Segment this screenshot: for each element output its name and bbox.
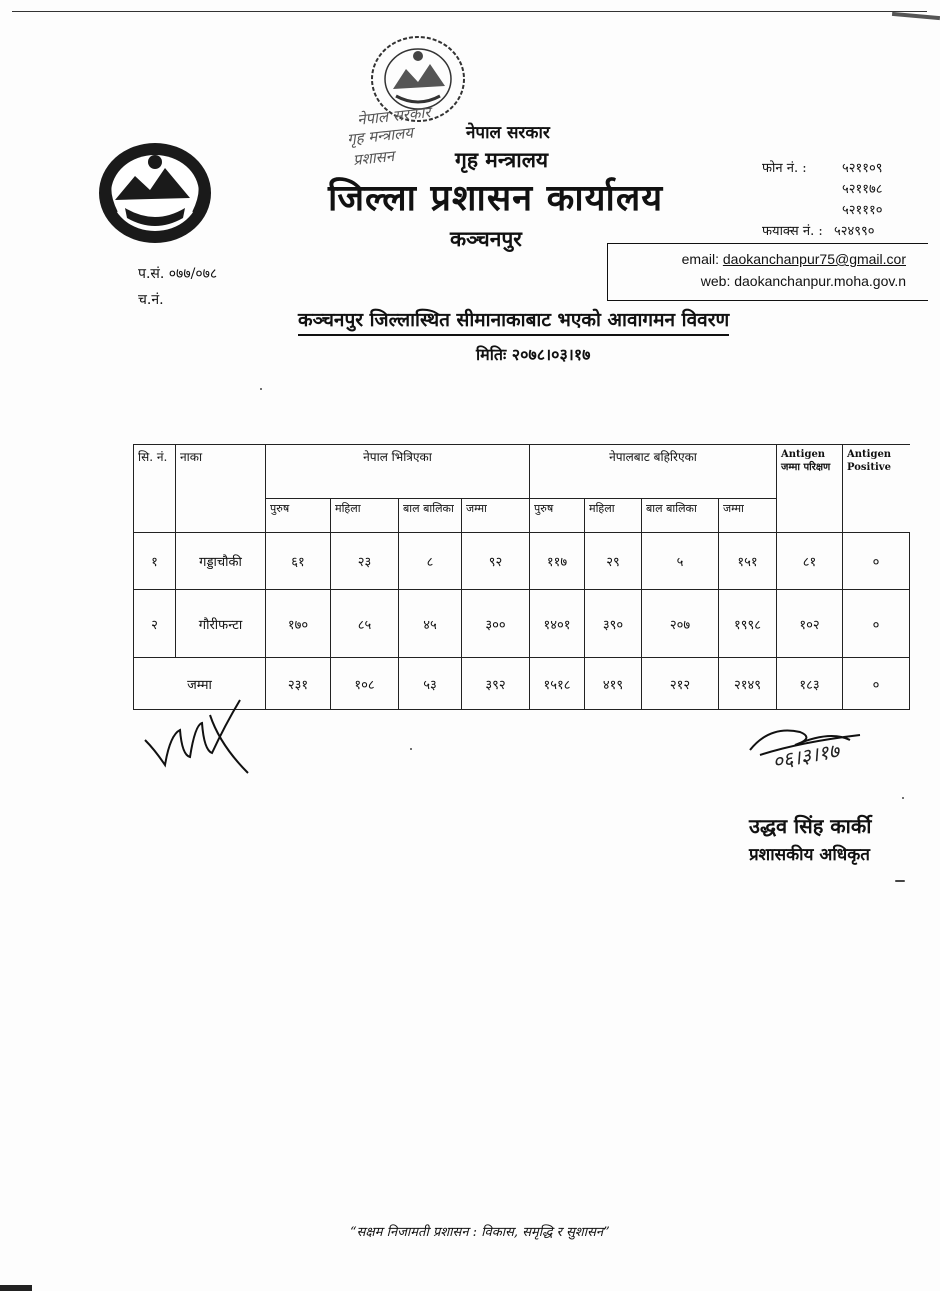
header-sn: सि. नं. (134, 445, 176, 533)
header-in-total: जम्मा (462, 499, 530, 533)
cell-total-in-child: ५३ (399, 658, 462, 710)
document-title: कञ्चनपुर जिल्लास्थित सीमानाकाबाट भएको आवागमन विवरण (298, 306, 729, 336)
email-line (682, 251, 906, 267)
cell-in-female: २३ (331, 533, 399, 590)
scan-speck (260, 388, 262, 390)
scan-edge-line (12, 11, 927, 12)
footer-motto: “सक्षम निजामती प्रशासन : विकास, समृद्धि र सुशासन” (350, 1225, 610, 1240)
phone-number-3: ५२१११० (842, 203, 883, 218)
header-exited-nepal: नेपालबाट बहिरिएका (530, 445, 777, 499)
cell-total-antigen-tested: १८३ (777, 658, 843, 710)
cell-out-child: २०७ (642, 590, 719, 658)
cell-antigen-tested: १०२ (777, 590, 843, 658)
cell-out-female: २९ (585, 533, 642, 590)
phone-number-2: ५२११७८ (842, 182, 883, 197)
cell-antigen-positive: ० (843, 533, 910, 590)
cell-out-total: १९९८ (719, 590, 777, 658)
cell-in-total: ९२ (462, 533, 530, 590)
cell-total-out-male: १५१८ (530, 658, 585, 710)
cell-naka: गौरीफन्टा (176, 590, 266, 658)
cell-out-female: ३९० (585, 590, 642, 658)
cell-total-out-total: २१४९ (719, 658, 777, 710)
header-out-female: महिला (585, 499, 642, 533)
cell-out-total: १५१ (719, 533, 777, 590)
border-movement-table (133, 444, 910, 710)
fax-label: फयाक्स नं. : (762, 224, 823, 239)
table-header-row (134, 445, 910, 499)
date-value: २०७८।०३।१७ (511, 345, 591, 364)
officer-name: उद्धव सिंह कार्की (749, 814, 872, 838)
scan-corner-mark (892, 12, 940, 20)
web-line (701, 273, 906, 289)
cell-total-in-total: ३९२ (462, 658, 530, 710)
header-out-male: पुरुष (530, 499, 585, 533)
contact-block (762, 158, 883, 242)
cell-total-in-female: १०८ (331, 658, 399, 710)
header-antigen-positive: Antigen Positive (843, 445, 910, 533)
email-web-box (607, 243, 928, 301)
header-naka: नाका (176, 445, 266, 533)
cell-out-child: ५ (642, 533, 719, 590)
initials-signature-left (140, 695, 260, 784)
ministry-name: गृह मन्त्रालय (455, 147, 549, 172)
phone-number-1: ५२११०९ (842, 161, 883, 176)
email-link[interactable]: daokanchanpur75@gmail.cor (722, 251, 906, 267)
government-name: नेपाल सरकार (466, 123, 550, 143)
scan-speck (895, 880, 905, 882)
scan-speck (902, 797, 904, 799)
cell-antigen-positive: ० (843, 590, 910, 658)
cell-in-male: ६१ (266, 533, 331, 590)
cell-sn: २ (134, 590, 176, 658)
cell-total-antigen-positive: ० (843, 658, 910, 710)
cell-total-label: जम्मा (134, 658, 266, 710)
scan-speck (410, 748, 412, 750)
fax-number: ५२४९९० (834, 224, 875, 239)
cell-in-female: ८५ (331, 590, 399, 658)
header-out-child: बाल बालिका (642, 499, 719, 533)
cell-total-out-female: ४१९ (585, 658, 642, 710)
header-in-child: बाल बालिका (399, 499, 462, 533)
header-entered-nepal: नेपाल भित्रिएका (266, 445, 530, 499)
cell-out-male: ११७ (530, 533, 585, 590)
cell-out-male: १४०१ (530, 590, 585, 658)
cell-in-child: ४५ (399, 590, 462, 658)
header-in-male: पुरुष (266, 499, 331, 533)
cell-in-total: ३०० (462, 590, 530, 658)
phone-label: फोन नं. : (762, 161, 807, 176)
header-in-female: महिला (331, 499, 399, 533)
date-label: मितिः (476, 345, 507, 364)
handwritten-stamp-text: नेपाल सरकार गृह मन्त्रालय प्रशासन (346, 103, 432, 170)
cell-sn: १ (134, 533, 176, 590)
dispatch-number: च.नं. (138, 292, 164, 308)
district-name: कञ्चनपुर (450, 226, 522, 251)
web-link[interactable]: daokanchanpur.moha.gov.n (734, 273, 906, 289)
cell-in-male: १७० (266, 590, 331, 658)
scan-corner-mark-bottom (0, 1285, 32, 1291)
table-row (134, 533, 910, 590)
office-name: जिल्ला प्रशासन कार्यालय (328, 177, 664, 219)
cell-naka: गड्डाचौकी (176, 533, 266, 590)
header-antigen-tested: Antigen जम्मा परिक्षण (777, 445, 843, 533)
officer-title: प्रशासकीय अधिकृत (749, 845, 870, 865)
cell-total-in-male: २३१ (266, 658, 331, 710)
cell-antigen-tested: ८१ (777, 533, 843, 590)
cell-total-out-child: २१२ (642, 658, 719, 710)
email-label: email: (681, 251, 719, 267)
signature-date: ०६।३।१७ (770, 738, 841, 774)
nepal-emblem-left (95, 138, 215, 248)
web-label: web: (700, 273, 731, 289)
cell-in-child: ८ (399, 533, 462, 590)
letter-reference-number: प.सं. ०७७/०७८ (138, 266, 218, 282)
document-date (476, 343, 591, 365)
table-row (134, 590, 910, 658)
header-out-total: जम्मा (719, 499, 777, 533)
